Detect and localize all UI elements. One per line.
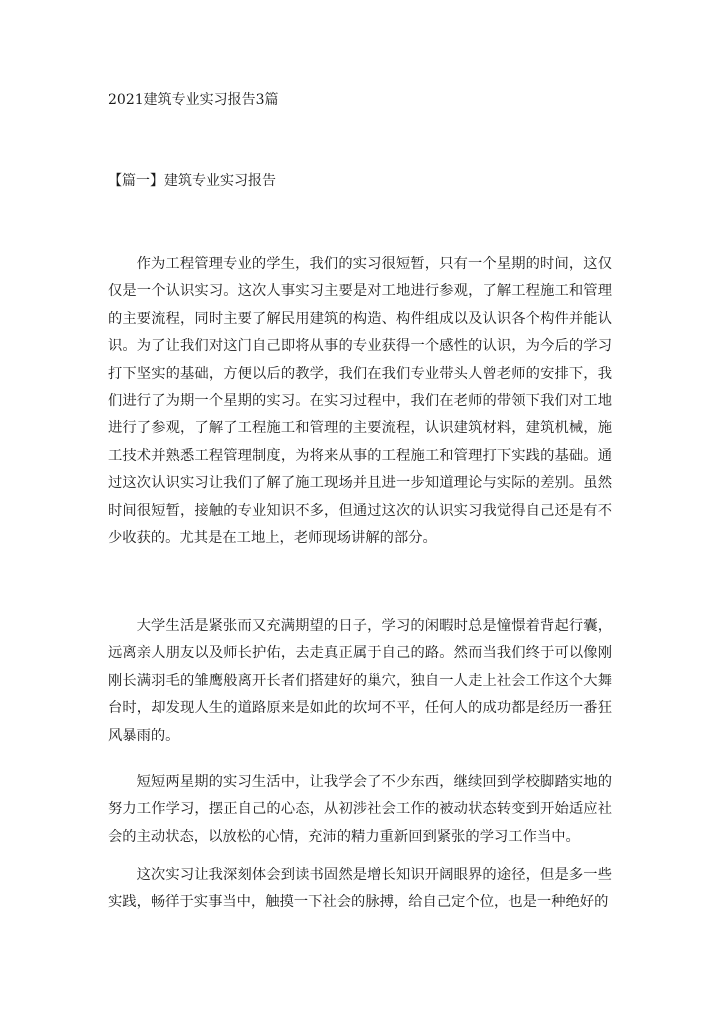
document-title: 2021建筑专业实习报告3篇: [108, 92, 279, 108]
paragraph-2: 大学生活是紧张而又充满期望的日子，学习的闲暇时总是憧憬着背起行囊，远离亲人朋友以及师长护佑，去走真正属于自己的路。然而当我们终于可以像刚刚长满羽毛的雏鹰般离开长者们搭建好的巢穴，独自一人走上社会工作这个大舞台时，却发现人生的道路原来是如此的坎坷不平，任何人的成功都是经历一番狂风暴雨的。: [108, 618, 612, 744]
section-heading: 【篇一】建筑专业实习报告: [108, 173, 276, 189]
paragraph-3: 短短两星期的实习生活中，让我学会了不少东西，继续回到学校脚踏实地的努力工作学习，摆正自己的心态，从初涉社会工作的被动状态转变到开始适应社会的主动状态，以放松的心情，充沛的精力重新回到紧张的学习工作当中。: [108, 774, 612, 845]
paragraph-4: 这次实习让我深刻体会到读书固然是增长知识开阔眼界的途径，但是多一些实践，畅徉于实事当中，触摸一下社会的脉搏，给自己定个位，也是一种绝好的: [108, 867, 612, 911]
paragraph-1: 作为工程管理专业的学生，我们的实习很短暂，只有一个星期的时间，这仅仅是一个认识实习。这次人事实习主要是对工地进行参观，了解工程施工和管理的主要流程，同时主要了解民用建筑的构造、构件组成以及认识各个构件并能认识。为了让我们对这门自己即将从事的专业获得一个感性的认识，为今后的学习打下坚实的基础，方便以后的教学，我们在我们专业带头人曾老师的安排下，我们进行了为期一个星期的实习。在实习过程中，我们在老师的带领下我们对工地进行了参观，了解了工程施工和管理的主要流程，认识建筑材料，建筑机械，施工技术并熟悉工程管理制度，为将来从事的工程施工和管理打下实践的基础。通过这次认识实习让我们了解了施工现场并且进一步知道理论与实际的差别。虽然时间很短暂，接触的专业知识不多，但通过这次的认识实习我觉得自己还是有不少收获的。尤其是在工地上，老师现场讲解的部分。: [108, 256, 612, 547]
